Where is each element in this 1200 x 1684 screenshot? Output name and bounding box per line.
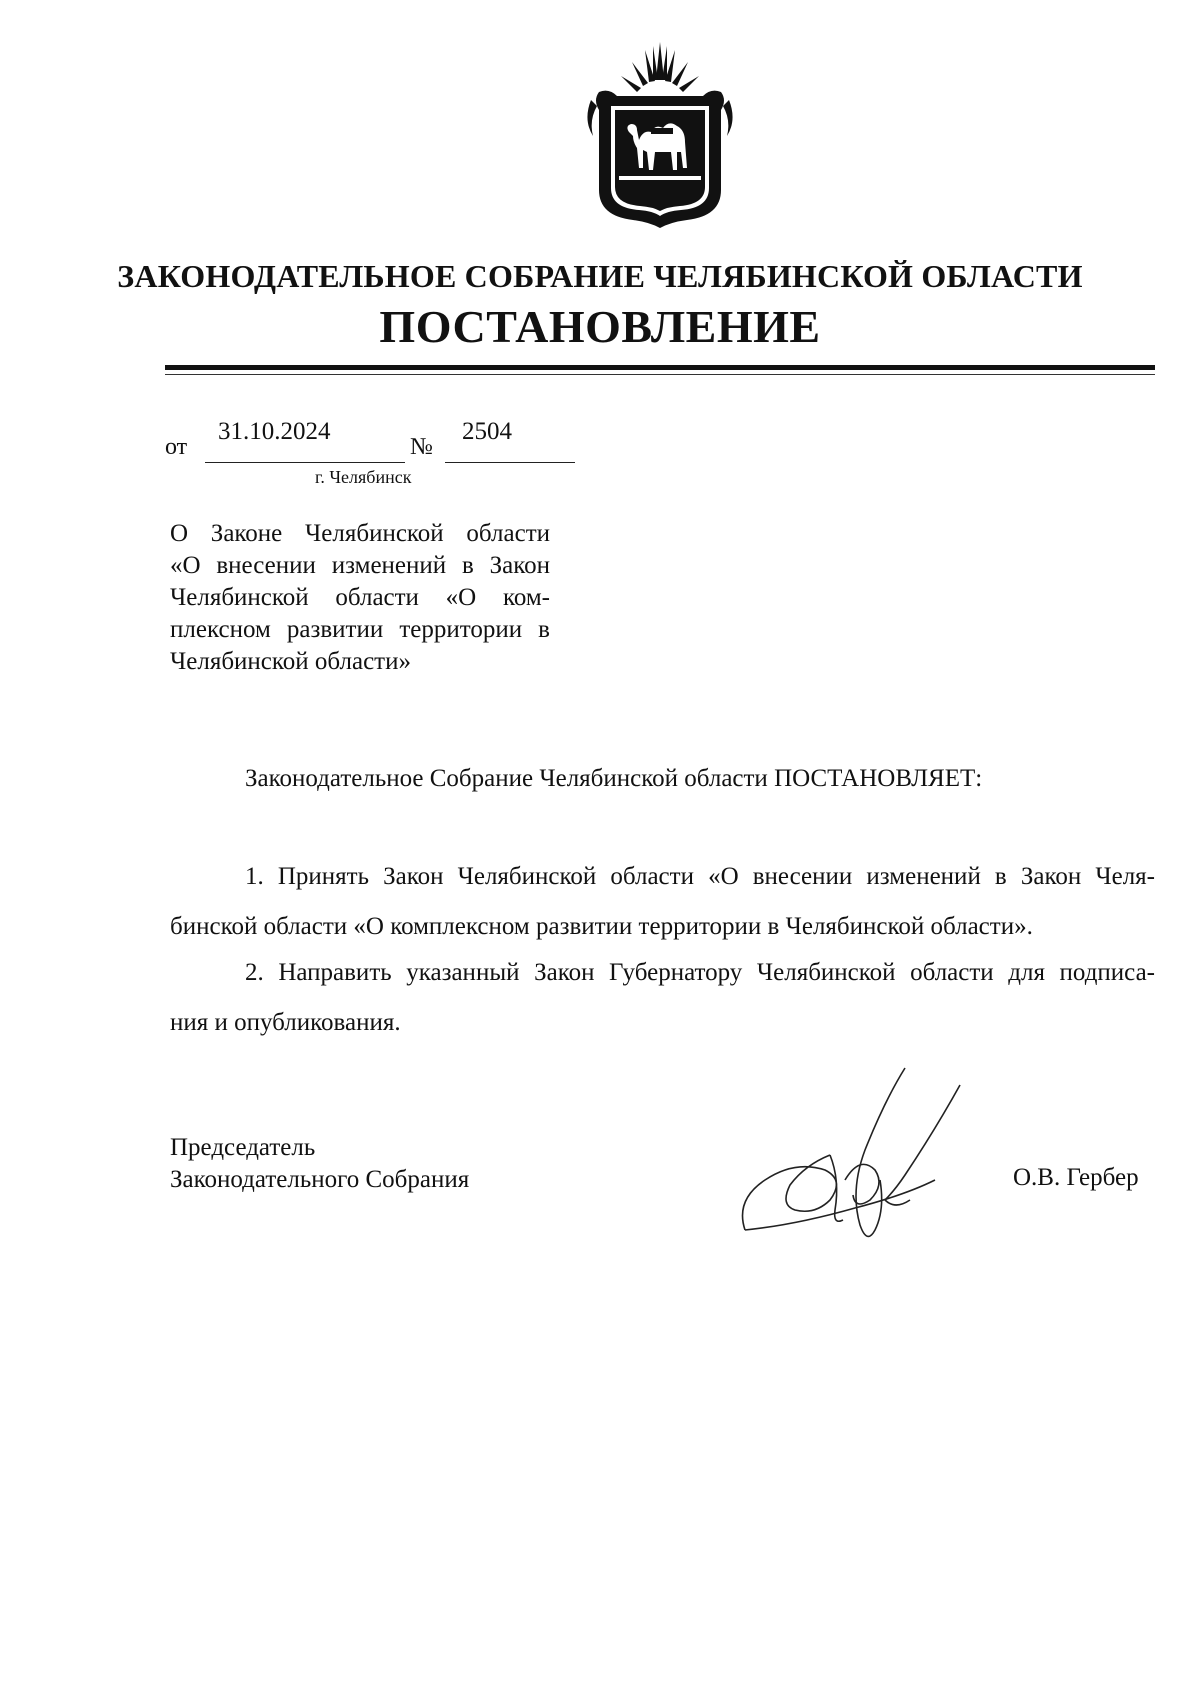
city-label: г. Челябинск [315, 467, 412, 487]
number-underline [445, 462, 575, 463]
document-subject [170, 518, 550, 678]
number-prefix: № [410, 434, 433, 460]
position-line: Председатель [170, 1134, 316, 1161]
coat-of-arms-icon [585, 40, 735, 230]
item-line: 2. Направить указанный Закон Губернатору Челябинской области для подписа- [245, 959, 1155, 986]
position-line: Законодательного Собрания [170, 1166, 470, 1193]
item-line: бинской области «О комплексном развитии территории в Челябинской области». [170, 913, 1033, 940]
subject-line: плексном развитии территории в [170, 616, 550, 643]
handwritten-signature-icon [735, 1060, 995, 1250]
signer-name: О.В. Гербер [1013, 1164, 1139, 1191]
subject-line: О Законе Челябинской области [170, 520, 550, 547]
resolution-preamble: Законодательное Собрание Челябинской области ПОСТАНОВЛЯЕТ: [245, 765, 983, 792]
item-line: ния и опубликования. [170, 1009, 401, 1036]
date-prefix: от [165, 434, 188, 460]
document-date: 31.10.2024 [218, 418, 331, 445]
subject-line: Челябинской области «О ком- [170, 584, 550, 611]
document-number: 2504 [462, 418, 512, 445]
header-rule-thin [165, 374, 1155, 375]
item-line: 1. Принять Закон Челябинской области «О внесении изменений в Закон Челя- [245, 863, 1155, 890]
organization-title: ЗАКОНОДАТЕЛЬНОЕ СОБРАНИЕ ЧЕЛЯБИНСКОЙ ОБЛАСТИ [117, 258, 1083, 294]
date-underline [205, 462, 405, 463]
subject-line: Челябинской области» [170, 648, 411, 675]
resolution-item-2 [170, 948, 1155, 1048]
camel-emblem-svg [585, 40, 735, 230]
subject-line: «О внесении изменений в Закон [170, 552, 550, 579]
signer-position [170, 1132, 469, 1196]
signature-svg [735, 1060, 995, 1250]
header-rule-thick [165, 365, 1155, 370]
resolution-item-1 [170, 852, 1155, 952]
document-type-title: ПОСТАНОВЛЕНИЕ [379, 301, 821, 352]
